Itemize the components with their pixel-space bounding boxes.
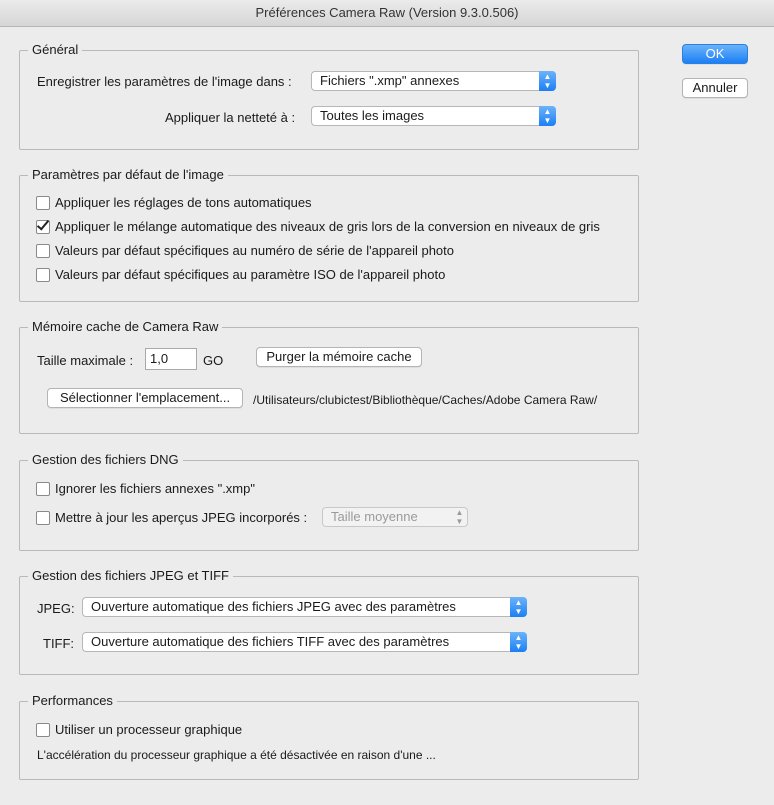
sharpen-value: Toutes les images [320, 108, 425, 123]
gpu-label: Utiliser un processeur graphique [55, 722, 243, 737]
cache-path: /Utilisateurs/clubictest/Bibliothèque/Caches/Adobe Camera Raw/ [253, 393, 598, 407]
serial-defaults-checkbox[interactable] [36, 244, 50, 258]
performance-group [19, 693, 639, 780]
ignore-xmp-label: Ignorer les fichiers annexes ".xmp" [55, 481, 255, 496]
update-previews-option[interactable] [36, 510, 307, 525]
performance-legend: Performances [28, 692, 117, 710]
tiff-handling-value: Ouverture automatique des fichiers TIFF avec des paramètres [91, 634, 450, 649]
select-arrows-icon: ▲ ▼ [539, 106, 556, 126]
select-arrows-icon: ▲ ▼ [510, 597, 527, 617]
preview-size-select[interactable] [322, 507, 468, 527]
gpu-option[interactable] [36, 722, 242, 737]
auto-tone-option[interactable] [36, 195, 312, 210]
ignore-xmp-checkbox[interactable] [36, 482, 50, 496]
gpu-checkbox[interactable] [36, 723, 50, 737]
update-previews-label: Mettre à jour les aperçus JPEG incorporés : [55, 510, 308, 525]
general-group [19, 42, 639, 150]
cancel-button[interactable]: Annuler [682, 78, 748, 98]
jpeg-tiff-legend: Gestion des fichiers JPEG et TIFF [28, 567, 233, 585]
select-arrows-icon: ▲ ▼ [539, 71, 556, 91]
auto-tone-label: Appliquer les réglages de tons automatiques [55, 195, 312, 210]
auto-grayscale-option[interactable] [36, 219, 600, 234]
ignore-xmp-option[interactable] [36, 481, 255, 496]
tiff-handling-select[interactable] [82, 632, 527, 652]
sharpen-label: Appliquer la netteté à : [165, 110, 296, 125]
preview-size-value: Taille moyenne [331, 509, 418, 524]
iso-defaults-checkbox[interactable] [36, 268, 50, 282]
select-arrows-icon: ▲ ▼ [455, 508, 464, 526]
iso-defaults-label: Valeurs par défaut spécifiques au paramètre ISO de l'appareil photo [55, 267, 446, 282]
dng-group [19, 452, 639, 551]
auto-grayscale-label: Appliquer le mélange automatique des niveaux de gris lors de la conversion en niveaux de gris [55, 219, 600, 234]
gpu-status-note: L'accélération du processeur graphique a été désactivée en raison d'une ... [37, 748, 436, 762]
jpeg-tiff-group [19, 568, 639, 675]
tiff-label: TIFF: [43, 636, 75, 651]
dng-legend: Gestion des fichiers DNG [28, 451, 183, 469]
auto-grayscale-checkbox[interactable] [36, 220, 50, 234]
ok-button[interactable]: OK [682, 44, 748, 64]
cache-group [19, 319, 639, 434]
cache-size-input[interactable]: 1,0 [145, 348, 197, 370]
auto-tone-checkbox[interactable] [36, 196, 50, 210]
select-arrows-icon: ▲ ▼ [510, 632, 527, 652]
update-previews-checkbox[interactable] [36, 511, 50, 525]
cache-size-unit: GO [203, 353, 224, 368]
save-settings-label: Enregistrer les paramètres de l'image dans : [37, 74, 292, 89]
serial-defaults-label: Valeurs par défaut spécifiques au numéro de série de l'appareil photo [55, 243, 454, 258]
window-title: Préférences Camera Raw (Version 9.3.0.506) [0, 0, 774, 27]
jpeg-label: JPEG: [37, 601, 75, 616]
image-defaults-group [19, 167, 639, 302]
save-settings-value: Fichiers ".xmp" annexes [320, 73, 460, 88]
cache-legend: Mémoire cache de Camera Raw [28, 318, 222, 336]
cache-size-label: Taille maximale : [37, 353, 134, 368]
save-settings-select[interactable] [311, 71, 556, 91]
purge-cache-button[interactable]: Purger la mémoire cache [256, 347, 422, 367]
sharpen-select[interactable] [311, 106, 556, 126]
serial-defaults-option[interactable] [36, 243, 454, 258]
iso-defaults-option[interactable] [36, 267, 445, 282]
jpeg-handling-select[interactable] [82, 597, 527, 617]
select-location-button[interactable]: Sélectionner l'emplacement... [47, 388, 243, 408]
jpeg-handling-value: Ouverture automatique des fichiers JPEG avec des paramètres [91, 599, 456, 614]
general-legend: Général [28, 41, 82, 59]
image-defaults-legend: Paramètres par défaut de l'image [28, 166, 228, 184]
